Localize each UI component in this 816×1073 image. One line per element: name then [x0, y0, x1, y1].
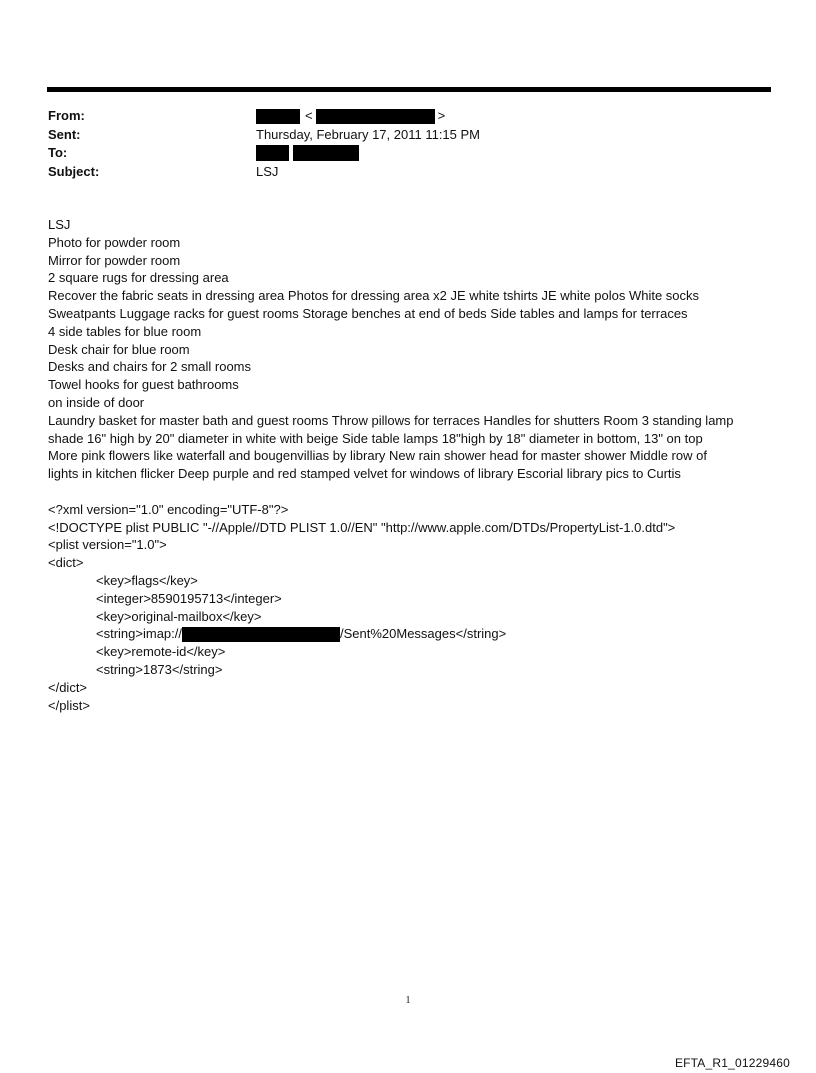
dict-close-tag: </dict>	[48, 679, 88, 695]
body-line: Towel hooks for guest bathrooms	[48, 377, 239, 393]
plist-xml-declaration: <?xml version="1.0" encoding="UTF-8"?>	[48, 501, 289, 517]
to-value	[256, 144, 359, 163]
blank-line	[48, 483, 776, 501]
subject-row	[48, 163, 768, 182]
body-line: Sweatpants Luggage racks for guest rooms Storage benches at end of beds Side tables and lamps for terraces	[48, 305, 688, 321]
plist-string-remote: <string>1873</string>	[96, 661, 223, 677]
plist-key-flags: <key>flags</key>	[96, 572, 198, 588]
email-body	[48, 216, 776, 714]
imap-prefix: <string>imap://	[96, 626, 182, 642]
plist-open-tag: <plist version="1.0">	[48, 537, 167, 553]
body-line: Mirror for powder room	[48, 252, 181, 268]
header-rule	[47, 87, 771, 92]
body-line: Desk chair for blue room	[48, 341, 190, 357]
email-header	[48, 107, 768, 181]
body-line: shade 16" high by 20" diameter in white with beige Side table lamps 18"high by 18" diameter in bottom, 13" on top	[48, 430, 703, 446]
body-line: 4 side tables for blue room	[48, 323, 202, 339]
plist-integer-flags: <integer>8590195713</integer>	[96, 590, 282, 606]
from-label: From:	[48, 108, 85, 123]
plist-string-imap	[48, 625, 776, 643]
body-line: lights in kitchen flicker Deep purple and red stamped velvet for windows of library Escorial library pics to Curtis	[48, 466, 681, 482]
from-close-bracket: >	[437, 108, 446, 123]
from-value	[256, 107, 445, 126]
sent-label: Sent:	[48, 126, 81, 142]
body-line: 2 square rugs for dressing area	[48, 270, 229, 286]
to-label: To:	[48, 145, 68, 160]
to-row	[48, 144, 768, 163]
body-line: on inside of door	[48, 394, 145, 410]
redaction-block	[256, 145, 289, 161]
subject-value: LSJ	[256, 163, 279, 179]
from-row	[48, 107, 768, 126]
body-line: Photo for powder room	[48, 234, 181, 250]
plist-key-mailbox: <key>original-mailbox</key>	[96, 608, 262, 624]
imap-suffix: /Sent%20Messages</string>	[340, 626, 507, 642]
subject-label: Subject:	[48, 163, 100, 179]
dict-open-tag: <dict>	[48, 555, 84, 571]
sent-row	[48, 126, 768, 145]
document-id: EFTA_R1_01229460	[674, 1056, 790, 1070]
body-line: LSJ	[48, 217, 71, 232]
body-line: Desks and chairs for 2 small rooms	[48, 359, 252, 375]
page-number: 1	[405, 995, 411, 1006]
body-line: Laundry basket for master bath and guest rooms Throw pillows for terraces Handles for shutters Room 3 standing lamp	[48, 412, 734, 428]
plist-doctype: <!DOCTYPE plist PUBLIC "-//Apple//DTD PLIST 1.0//EN" "http://www.apple.com/DTDs/PropertyList-1.0.dtd">	[48, 519, 676, 535]
redaction-block	[316, 109, 435, 124]
body-line: Recover the fabric seats in dressing area Photos for dressing area x2 JE white tshirts JE white polos White socks	[48, 288, 700, 304]
from-open-bracket: <	[305, 108, 313, 123]
plist-key-remote: <key>remote-id</key>	[96, 644, 226, 660]
redaction-block	[293, 145, 359, 161]
plist-close-tag: </plist>	[48, 697, 90, 713]
redaction-block	[182, 627, 340, 642]
sent-value: Thursday, February 17, 2011 11:15 PM	[256, 126, 481, 142]
redaction-block	[256, 109, 300, 124]
body-line: More pink flowers like waterfall and bougenvillias by library New rain shower head for master shower Middle row of	[48, 448, 707, 464]
